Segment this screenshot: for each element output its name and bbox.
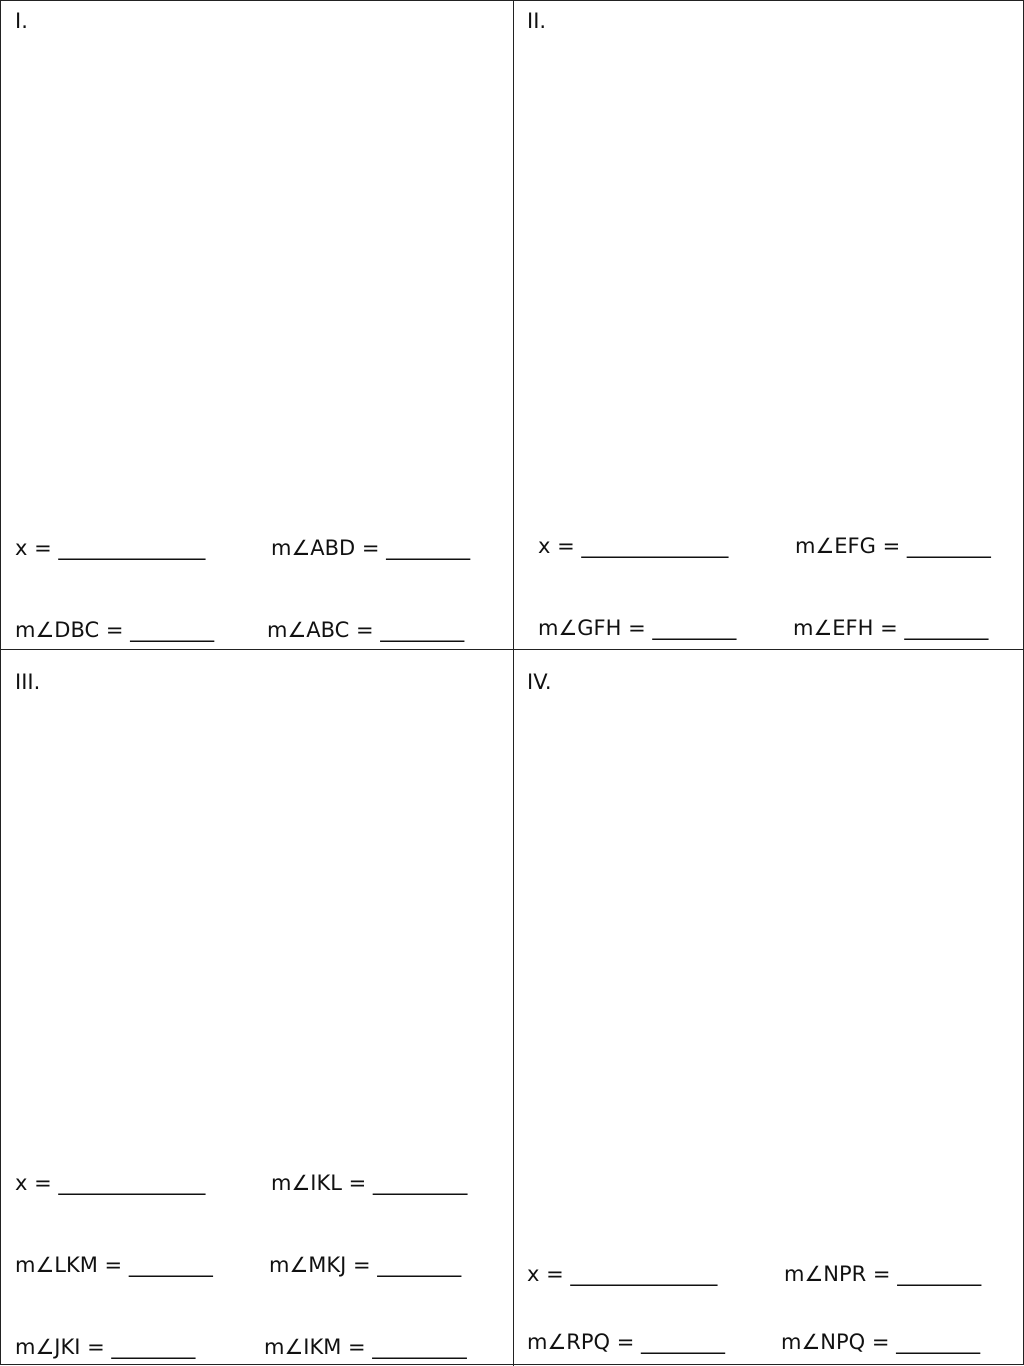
q2-angle-efg-field[interactable]: m∠EFG = ________ <box>795 534 991 558</box>
q1-angle-dbc-field[interactable]: m∠DBC = ________ <box>15 618 215 642</box>
q4-angle-rpq-field[interactable]: m∠RPQ = ________ <box>527 1330 726 1354</box>
quadrant-1-label: I. <box>15 9 28 33</box>
q1-angle-abc-field[interactable]: m∠ABC = ________ <box>267 618 465 642</box>
q2-x-field[interactable]: x = ______________ <box>538 534 729 558</box>
q1-x-field[interactable]: x = ______________ <box>15 536 206 560</box>
q4-angle-npr-field[interactable]: m∠NPR = ________ <box>784 1262 982 1286</box>
q4-angle-npq-field[interactable]: m∠NPQ = ________ <box>781 1330 981 1354</box>
q2-angle-efh-field[interactable]: m∠EFH = ________ <box>793 616 989 640</box>
quadrant-4-label: IV. <box>527 670 552 694</box>
q3-angle-mkj-field[interactable]: m∠MKJ = ________ <box>269 1253 462 1277</box>
q2-angle-gfh-field[interactable]: m∠GFH = ________ <box>538 616 737 640</box>
q4-x-field[interactable]: x = ______________ <box>527 1262 718 1286</box>
q1-angle-abd-field[interactable]: m∠ABD = ________ <box>271 536 471 560</box>
quadrant-3-label: III. <box>15 670 41 694</box>
q3-angle-ikl-field[interactable]: m∠IKL = _________ <box>271 1171 468 1195</box>
q3-x-field[interactable]: x = ______________ <box>15 1171 206 1195</box>
q3-angle-ikm-field[interactable]: m∠IKM = _________ <box>264 1335 467 1359</box>
horizontal-divider <box>1 649 1024 650</box>
vertical-divider <box>513 1 514 1366</box>
q3-angle-jki-field[interactable]: m∠JKI = ________ <box>15 1335 196 1359</box>
quadrant-2-label: II. <box>527 9 547 33</box>
q3-angle-lkm-field[interactable]: m∠LKM = ________ <box>15 1253 213 1277</box>
